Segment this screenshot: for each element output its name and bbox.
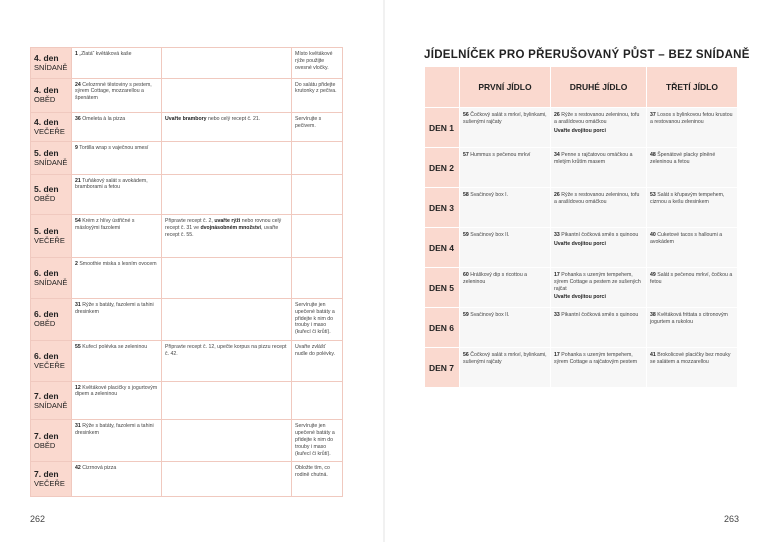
recipe-name: Hráškový dip s ricottou a zeleninou: [463, 272, 528, 285]
recipe-number: 26: [554, 192, 560, 198]
prep-note-cell: [162, 258, 292, 299]
meal-label: SNÍDANĚ: [34, 278, 68, 288]
day-cell: [31, 299, 72, 341]
recipe-number: 37: [650, 112, 656, 118]
table-row: [31, 215, 343, 258]
meal-plan-table-right: [424, 67, 738, 388]
table-row: [425, 228, 738, 268]
serving-note-cell: Obložte tím, co rodině chutná.: [292, 462, 343, 497]
recipe-number: 33: [554, 232, 560, 238]
recipe-number: 49: [650, 272, 656, 278]
table-row: [31, 299, 343, 341]
meal-cell-second: [551, 148, 647, 188]
day-label: DEN 3: [425, 188, 460, 228]
prep-note-bold: dvojnásobném množství: [200, 225, 261, 232]
meal-cell-first: [460, 308, 551, 348]
recipe-name: Salát s křupavým tempehem, cizrnou a kešu dresinkem: [650, 192, 725, 205]
prep-note-cell: [162, 141, 292, 174]
prep-note-bold: Uvařte brambory: [165, 116, 207, 123]
meal-cell-third: [647, 108, 738, 148]
meal-cell-first: [460, 188, 551, 228]
table-row: [31, 48, 343, 79]
day-label: DEN 1: [425, 108, 460, 148]
table-row: [425, 188, 738, 228]
recipe-cell: [72, 113, 162, 142]
recipe-number: 12: [75, 384, 81, 391]
recipe-name: Brokolicové placičky bez mouky se salátem a mozzarellou: [650, 352, 731, 365]
table-row: [31, 174, 343, 215]
recipe-name: Omeleta à la pizza: [82, 116, 126, 123]
table-row: [31, 462, 343, 497]
recipe-number: 55: [75, 343, 81, 350]
meal-label: SNÍDANĚ: [34, 400, 68, 410]
recipe-cell: [72, 215, 162, 258]
page-number-right: 263: [724, 514, 740, 524]
day-cell: [31, 258, 72, 299]
serving-note-cell: Uvařte zvlášť nudle do polévky.: [292, 340, 343, 381]
recipe-cell: [72, 340, 162, 381]
prep-note-text: Připravte recept č. 2,: [165, 218, 215, 225]
prep-tip: Uvařte dvojitou porci: [554, 294, 606, 301]
prep-tip: Uvařte dvojitou porci: [554, 240, 606, 247]
recipe-name: „Zlatá“ květáková kaše: [79, 51, 132, 57]
meal-cell-second: [551, 108, 647, 148]
table-row: [31, 258, 343, 299]
recipe-name: Pohanka s uzeným tempehem, sýrem Cottage a rajčatovým pestem: [554, 352, 638, 365]
page-number-left: 262: [30, 514, 46, 524]
meal-label: OBĚD: [34, 95, 56, 105]
recipe-name: Rýže s restovanou zeleninou, tofu a arašídovou omáčkou: [554, 112, 640, 125]
meal-label: VEČEŘE: [34, 127, 65, 137]
meal-cell-third: [647, 268, 738, 308]
meal-cell-third: [647, 308, 738, 348]
meal-cell-first: [460, 148, 551, 188]
recipe-number: 42: [75, 465, 81, 472]
recipe-name: Rýže s restovanou zeleninou, tofu a arašídovou omáčkou: [554, 192, 640, 205]
meal-cell-first: [460, 348, 551, 388]
day-label: 4. den: [34, 52, 59, 63]
day-label: 5. den: [34, 147, 59, 158]
meal-cell-second: [551, 188, 647, 228]
recipe-number: 24: [75, 81, 81, 88]
recipe-number: 31: [75, 423, 81, 430]
prep-note-text: nebo rovnou celý recept č. 31 ve: [165, 218, 282, 232]
day-label: 4. den: [34, 85, 59, 96]
day-cell: [31, 113, 72, 142]
recipe-number: 31: [75, 302, 81, 308]
recipe-name: Cuketové tacos s halloumi a avokádem: [650, 232, 723, 245]
serving-note-cell: [292, 174, 343, 215]
recipe-name: Pikantní čočková směs s quinoou: [561, 232, 639, 238]
page-title: JÍDELNÍČEK PRO PŘERUŠOVANÝ PŮST – BEZ SNÍDANĚ: [424, 49, 750, 61]
day-label: DEN 7: [425, 348, 460, 388]
recipe-number: 38: [650, 312, 656, 318]
recipe-cell: [72, 258, 162, 299]
recipe-name: Pohanka s uzeným tempehem, sýrem Cottage a pestem ze sušených rajčat: [554, 272, 641, 292]
meal-label: SNÍDANĚ: [34, 157, 68, 167]
day-cell: [31, 48, 72, 79]
day-label: 6. den: [34, 268, 59, 279]
serving-note-cell: [292, 381, 343, 420]
prep-note-cell: [162, 174, 292, 215]
meal-cell-first: [460, 228, 551, 268]
table-row: [31, 420, 343, 462]
prep-note-cell: [162, 48, 292, 79]
meal-cell-third: [647, 348, 738, 388]
header-row: [425, 67, 738, 108]
prep-note-bold: uvařte rýži: [214, 218, 241, 225]
header-second-meal: DRUHÉ JÍDLO: [551, 67, 647, 108]
book-spine: [383, 0, 385, 542]
table-row: [425, 308, 738, 348]
day-label: DEN 5: [425, 268, 460, 308]
recipe-name: Svačinový box II.: [470, 232, 510, 238]
recipe-number: 2: [75, 261, 78, 268]
recipe-number: 1: [75, 51, 78, 57]
serving-note-cell: [292, 215, 343, 258]
recipe-name: Salát s pečenou mrkví, čočkou a fetou: [650, 272, 733, 285]
day-label: 7. den: [34, 430, 59, 441]
recipe-number: 56: [463, 352, 469, 358]
day-cell: [31, 420, 72, 462]
recipe-number: 40: [650, 232, 656, 238]
recipe-number: 57: [463, 152, 469, 158]
recipe-number: 48: [650, 152, 656, 158]
recipe-number: 59: [463, 232, 469, 238]
serving-note-cell: Do salátu přidejte krutonky z pečiva.: [292, 78, 343, 113]
recipe-number: 36: [75, 116, 81, 123]
day-label: 7. den: [34, 390, 59, 401]
recipe-number: 33: [554, 312, 560, 318]
recipe-name: Květáková frittata s citronovým jogurtem a rukolou: [650, 312, 728, 325]
recipe-cell: [72, 48, 162, 79]
recipe-name: Hummus s pečenou mrkví: [470, 152, 531, 158]
table-row: [31, 381, 343, 420]
recipe-number: 17: [554, 272, 560, 278]
day-cell: [31, 462, 72, 497]
meal-label: VEČEŘE: [34, 479, 65, 489]
serving-note-cell: Servírujte jen upečené batáty a přidejte k nim do trouby i maso (kuřecí či krůtí).: [292, 420, 343, 462]
meal-label: VEČEŘE: [34, 236, 65, 246]
meal-cell-first: [460, 108, 551, 148]
recipe-number: 53: [650, 192, 656, 198]
day-label: 6. den: [34, 350, 59, 361]
table-row: [31, 141, 343, 174]
day-cell: [31, 340, 72, 381]
day-label: DEN 2: [425, 148, 460, 188]
recipe-name: Smoothie miska s lesním ovocem: [79, 261, 157, 268]
day-cell: [31, 174, 72, 215]
meal-label: VEČEŘE: [34, 360, 65, 370]
table-row: [31, 78, 343, 113]
meal-label: OBĚD: [34, 440, 56, 450]
recipe-cell: [72, 141, 162, 174]
meal-cell-second: [551, 308, 647, 348]
day-label: 4. den: [34, 117, 59, 128]
meal-plan-table-left: [30, 47, 343, 497]
recipe-cell: [72, 174, 162, 215]
recipe-name: Penne s rajčatovou omáčkou a mletým krůtím masem: [554, 152, 633, 165]
table-row: [31, 113, 343, 142]
recipe-cell: [72, 462, 162, 497]
recipe-number: 54: [75, 218, 81, 225]
recipe-name: Svačinový box I.: [470, 192, 509, 198]
recipe-cell: [72, 299, 162, 341]
header-corner: [425, 67, 460, 108]
day-label: 5. den: [34, 184, 59, 195]
recipe-number: 26: [554, 112, 560, 118]
serving-note-cell: Místo květákové rýže použijte ovesné vločky.: [292, 48, 343, 79]
recipe-name: Celozrnné těstoviny s pestem, sýrem Cottage, mozzarellou a špenátem: [75, 81, 152, 102]
meal-label: OBĚD: [34, 194, 56, 204]
recipe-number: 34: [554, 152, 560, 158]
prep-note-cell: [162, 462, 292, 497]
meal-cell-third: [647, 188, 738, 228]
recipe-cell: [72, 78, 162, 113]
meal-label: OBĚD: [34, 319, 56, 329]
recipe-number: 41: [650, 352, 656, 358]
table-row: [425, 148, 738, 188]
meal-cell-third: [647, 148, 738, 188]
header-third-meal: TŘETÍ JÍDLO: [647, 67, 738, 108]
recipe-name: Čočkový salát s mrkví, bylinkami, sušenými rajčaty: [463, 112, 547, 125]
recipe-name: Rýže s batáty, fazolemi a tahini dresinkem: [75, 423, 154, 437]
prep-note-cell: [162, 299, 292, 341]
recipe-name: Krém z hlívy ústřičné s másloyými fazolemi: [75, 218, 135, 232]
recipe-name: Tuňákový salát s avokádem, bramborami a fetou: [75, 177, 148, 191]
day-label: DEN 6: [425, 308, 460, 348]
meal-cell-third: [647, 228, 738, 268]
day-label: 6. den: [34, 309, 59, 320]
table-row: [425, 108, 738, 148]
prep-note-text: , uvařte recept č. 55.: [165, 225, 279, 238]
recipe-name: Kuřecí polévka se zeleninou: [82, 343, 148, 350]
prep-note-cell: [162, 215, 292, 258]
recipe-name: Losos s bylinkovou fetou krustou a restovanou zeleninou: [650, 112, 733, 125]
prep-note-cell: [162, 113, 292, 142]
prep-note-cell: [162, 340, 292, 381]
day-label: DEN 4: [425, 228, 460, 268]
day-cell: [31, 381, 72, 420]
recipe-number: 9: [75, 144, 78, 151]
day-cell: [31, 215, 72, 258]
serving-note-cell: [292, 258, 343, 299]
prep-note-text: nebo celý recept č. 21.: [206, 116, 261, 123]
recipe-cell: [72, 420, 162, 462]
recipe-number: 59: [463, 312, 469, 318]
recipe-name: Pikantní čočková směs s quinoou: [561, 312, 639, 318]
prep-note-cell: [162, 420, 292, 462]
meal-label: SNÍDANĚ: [34, 62, 68, 72]
table-row: [425, 348, 738, 388]
serving-note-cell: Servírujte jen upečené batáty a přidejte k nim do trouby i maso (kuřecí či krůtí).: [292, 299, 343, 341]
recipe-name: Cizrnová pizza: [82, 465, 117, 472]
recipe-number: 56: [463, 112, 469, 118]
meal-cell-second: [551, 348, 647, 388]
meal-cell-first: [460, 268, 551, 308]
recipe-number: 58: [463, 192, 469, 198]
serving-note-cell: Servírujte s pečivem.: [292, 113, 343, 142]
recipe-name: Čočkový salát s mrkví, bylinkami, sušenými rajčaty: [463, 352, 547, 365]
prep-tip: Uvařte dvojitou porci: [554, 127, 606, 134]
recipe-name: Rýže s batáty, fazolemi a tahini dresinkem: [75, 302, 154, 315]
table-row: [31, 340, 343, 381]
day-cell: [31, 78, 72, 113]
table-row: [425, 268, 738, 308]
recipe-number: 17: [554, 352, 560, 358]
meal-cell-second: [551, 228, 647, 268]
recipe-number: 60: [463, 272, 469, 278]
recipe-name: Svačinový box II.: [470, 312, 510, 318]
recipe-cell: [72, 381, 162, 420]
prep-note-text: Připravte recept č. 12, upečte korpus na pizzu recept č. 42.: [165, 343, 287, 357]
header-first-meal: PRVNÍ JÍDLO: [460, 67, 551, 108]
prep-note-cell: [162, 381, 292, 420]
recipe-name: Květákové placičky s jogurtovým dipem a zeleninou: [75, 384, 158, 398]
recipe-number: 21: [75, 177, 81, 184]
day-label: 5. den: [34, 226, 59, 237]
day-label: 7. den: [34, 469, 59, 480]
recipe-name: Špenátové placky plněné zeleninou a fetou: [650, 152, 716, 165]
prep-note-cell: [162, 78, 292, 113]
recipe-name: Tortilla wrap s vaječnou smesí: [79, 144, 149, 151]
meal-cell-second: [551, 268, 647, 308]
day-cell: [31, 141, 72, 174]
serving-note-cell: [292, 141, 343, 174]
